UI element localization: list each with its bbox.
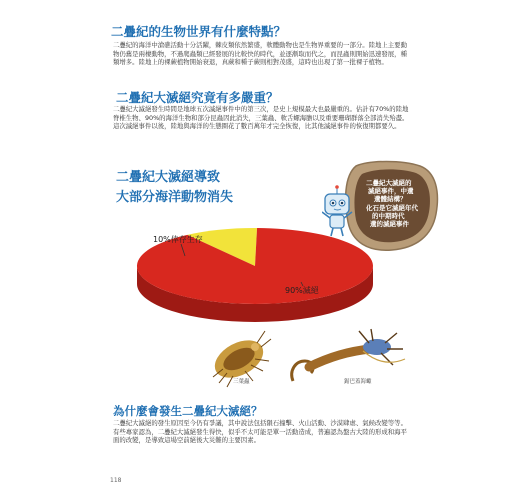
chart-title-line: 二疊紀大滅絕導致 — [116, 170, 221, 185]
callout-line: 滅絕事件，中遺 — [368, 187, 414, 195]
callout-line: 的中期時代 — [372, 212, 405, 220]
pie-label-survived: 10%倖存生存 — [153, 235, 203, 244]
chart-title-line: 大部分海洋動物消失 — [116, 190, 234, 205]
callout-line: 遺體結構？ — [374, 195, 407, 203]
section-title: 為什麼會發生二疊紀大滅絕？ — [113, 404, 263, 418]
fossil-caption: 三葉蟲 — [233, 379, 250, 385]
chart-title — [116, 168, 233, 208]
section-paragraph: 二疊紀大滅絕發生時間是地球五次滅絕事件中的第三次，是史上規模最大也最嚴重的。估計有70%的陸地脊椎生物、90%的海洋生物和部分昆蟲因此消失，三葉蟲、軟舌螺海膽以及重要珊瑚群落全部消失殆盡。這次滅絕事件以後，陸地與海洋的生態圈花了數百萬年才完全恢復，比其他滅絕事件的恢復期都要久。 — [113, 105, 409, 131]
section-title: 二疊紀大滅絕究竟有多嚴重？ — [116, 90, 279, 105]
callout-line: 二疊紀大滅絕的 — [366, 179, 412, 187]
pie-label-extinct: 90%滅絕 — [285, 286, 319, 295]
fossil-caption: 鋸巴蓋海蠍 — [344, 379, 372, 385]
page-number: 118 — [110, 477, 122, 484]
section-title: 二疊紀的生物世界有什麼特點？ — [111, 24, 287, 39]
pie-chart — [135, 222, 395, 330]
callout-line: 遺的滅絕事件 — [370, 220, 409, 228]
section-paragraph: 二疊紀大滅絕的發生原因至今仍有爭議，其中說法包括隕石撞擊、火山活動、沙漠肆虐、氣候改變等等。有些專家認為，二疊紀大滅絕發生得快，似乎不太可能是單一活動造成，普遍認為盤古大陸的形成和海平面的改變，是導致這場空前絕後大災難的主要因素。 — [113, 419, 407, 445]
section-paragraph: 二疊紀的海洋中滄礁活動十分活躍，棘皮類依然繁盛，軟體動物也是生物界重要的一部分。陸地上主要動物仍舊是兩棲動物，不過爬蟲類已經發展的比較快的時代，並逐漸取而代之，而昆蟲則開始迅速發展，種類增多。陸地上的裸蕨植物開始衰退，真蕨和種子蕨則相對茂盛，這時也出現了第一批裸子植物。 — [113, 41, 407, 67]
callout-line: 化石是它滅絕年代 — [366, 204, 418, 212]
